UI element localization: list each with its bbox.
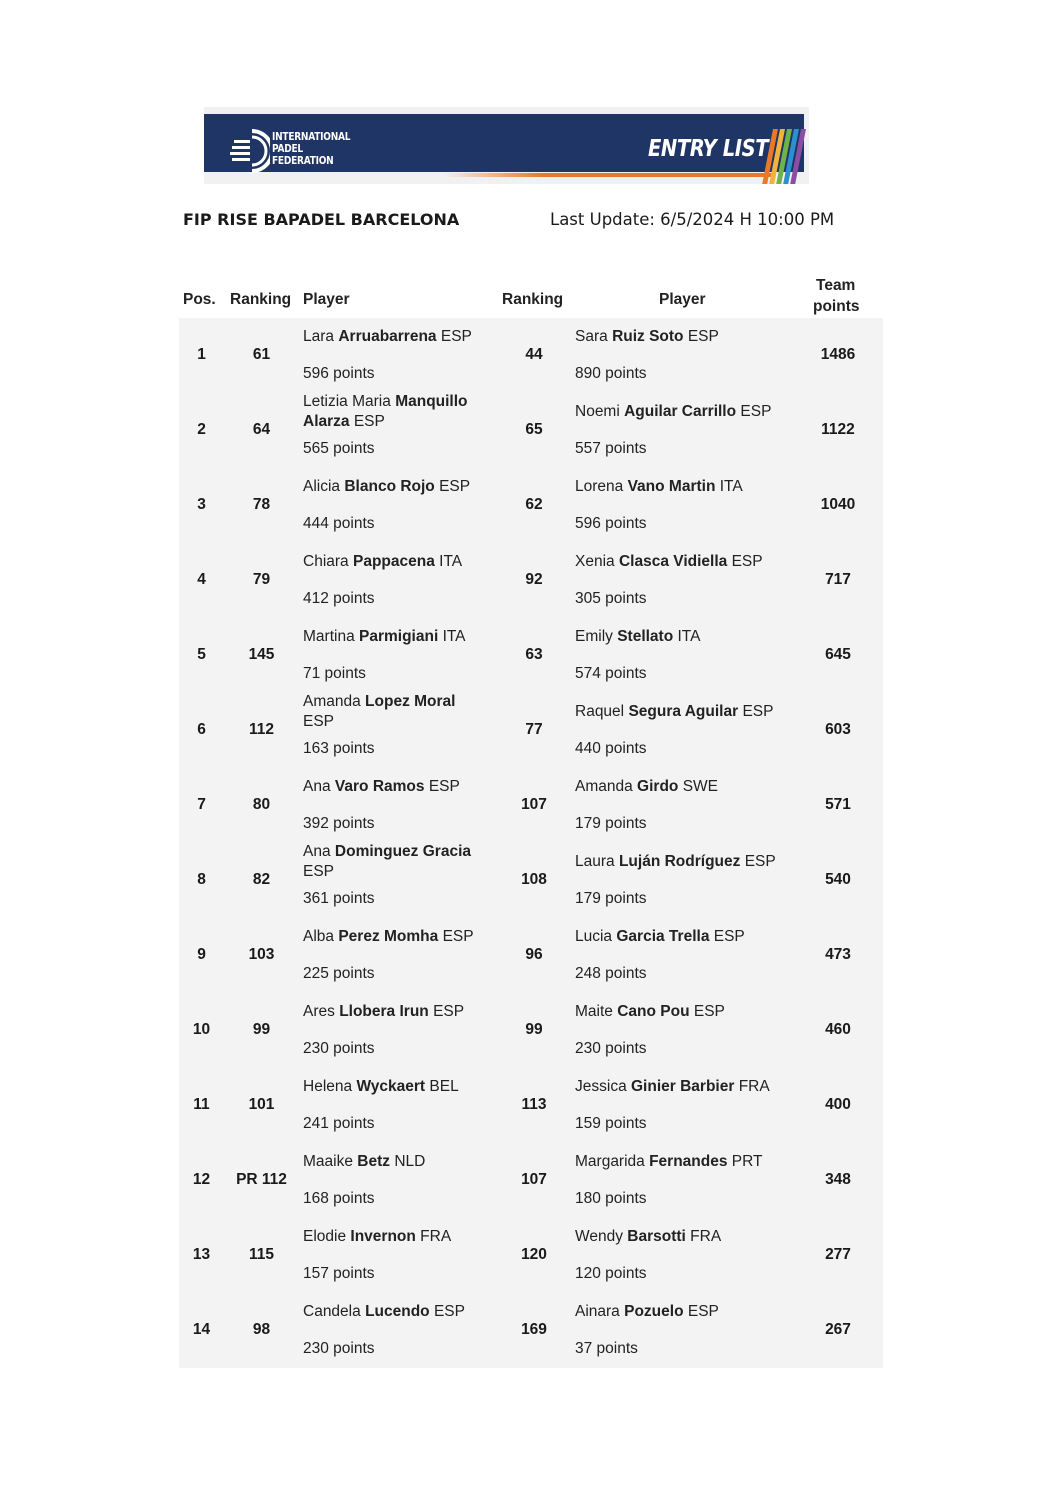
ranking-player-2: 77 <box>525 721 543 738</box>
player-1-first-name: Ana <box>303 843 331 860</box>
player-1-name <box>303 1227 488 1247</box>
player-2-name <box>575 927 795 947</box>
player-1-last-name: Invernon <box>350 1228 416 1245</box>
player-2-points: 179 points <box>575 815 647 832</box>
position: 11 <box>193 1096 210 1113</box>
federation-name-line2: PADEL <box>272 142 303 155</box>
ranking-player-1: 112 <box>248 721 274 738</box>
ranking-player-2: 108 <box>521 871 547 888</box>
table-row <box>179 918 883 993</box>
fip-logo-icon <box>230 128 270 174</box>
ranking-player-2: 62 <box>525 496 543 513</box>
player-1-first-name: Ares <box>303 1003 335 1020</box>
col-player-2: Player <box>659 291 706 308</box>
player-1-last-name: Pappacena <box>352 553 435 570</box>
player-1-name <box>303 627 488 647</box>
player-1-country: ITA <box>439 553 463 570</box>
player-1-first-name: Alicia <box>303 478 341 495</box>
player-2-first-name: Lorena <box>575 478 624 495</box>
table-row <box>179 393 883 468</box>
player-1-country: ESP <box>353 413 385 430</box>
player-2-last-name: Aguilar Carrillo <box>624 403 737 420</box>
player-1-points: 412 points <box>303 590 375 607</box>
position: 4 <box>197 571 206 588</box>
team-points: 1040 <box>820 496 856 513</box>
player-1-country: ITA <box>442 628 466 645</box>
table-row <box>179 1293 883 1368</box>
player-2-first-name: Laura <box>575 853 615 870</box>
ranking-player-2: 63 <box>525 646 543 663</box>
position: 13 <box>192 1246 211 1263</box>
player-1-last-name: Perez Momha <box>338 928 439 945</box>
player-2-country: ESP <box>713 928 745 945</box>
player-1-first-name: Lara <box>303 328 335 345</box>
player-2-name <box>575 552 795 572</box>
player-2-country: ESP <box>687 328 719 345</box>
player-2-name <box>575 1302 795 1322</box>
position: 3 <box>197 496 206 513</box>
table-row <box>179 1143 883 1218</box>
ranking-player-1: 145 <box>248 646 275 663</box>
player-2-first-name: Amanda <box>575 778 633 795</box>
ranking-player-2: 99 <box>525 1021 543 1038</box>
team-points: 277 <box>825 1246 851 1263</box>
player-1-points: 361 points <box>303 890 375 907</box>
player-2-name <box>575 852 795 872</box>
player-2-country: ESP <box>731 553 763 570</box>
player-1-last-name: Arruabarrena <box>338 328 437 345</box>
position: 12 <box>192 1171 211 1188</box>
player-2-last-name: Luján Rodríguez <box>618 853 741 870</box>
col-player-1: Player <box>303 291 350 308</box>
player-2-points: 37 points <box>575 1340 638 1357</box>
player-2-first-name: Jessica <box>575 1078 627 1095</box>
player-2-last-name: Girdo <box>637 778 679 795</box>
player-1-name <box>303 1302 488 1322</box>
player-1-name <box>303 1152 488 1172</box>
entry-list-title: ENTRY LIST <box>648 136 769 162</box>
federation-name-line3: FEDERATION <box>272 154 334 167</box>
player-1-last-name: Manquillo Alarza <box>303 393 468 430</box>
ranking-player-2: 169 <box>521 1321 547 1338</box>
player-1-name <box>303 1077 488 1097</box>
player-1-name <box>303 477 488 497</box>
team-points: 603 <box>825 721 851 738</box>
player-2-first-name: Emily <box>575 628 613 645</box>
position: 14 <box>192 1321 211 1338</box>
player-2-first-name: Raquel <box>575 703 625 720</box>
position: 6 <box>197 721 206 738</box>
player-2-last-name: Clasca Vidiella <box>618 553 728 570</box>
player-1-country: ESP <box>442 928 474 945</box>
player-2-last-name: Segura Aguilar <box>628 703 739 720</box>
table-row <box>179 1218 883 1293</box>
player-2-first-name: Margarida <box>575 1153 645 1170</box>
player-1-name <box>303 392 488 432</box>
player-2-last-name: Ginier Barbier <box>631 1078 735 1095</box>
player-2-name <box>575 777 795 797</box>
team-points: 1122 <box>821 421 855 438</box>
player-2-first-name: Noemi <box>575 403 620 420</box>
player-2-country: ITA <box>719 478 743 495</box>
player-1-points: 225 points <box>303 965 375 982</box>
player-1-points: 392 points <box>303 815 375 832</box>
col-ranking-2: Ranking <box>502 291 564 308</box>
player-1-last-name: Parmigiani <box>359 628 439 645</box>
player-1-last-name: Blanco Rojo <box>344 478 435 495</box>
player-1-first-name: Elodie <box>303 1228 347 1245</box>
team-points: 571 <box>825 796 851 813</box>
ranking-player-1: 80 <box>252 796 271 813</box>
player-1-points: 71 points <box>303 665 366 682</box>
orange-swoosh <box>444 173 774 177</box>
tournament-title: FIP RISE BAPADEL BARCELONA <box>183 210 460 229</box>
player-2-points: 574 points <box>575 665 647 682</box>
player-2-name <box>575 327 795 347</box>
player-1-last-name: Wyckaert <box>356 1078 426 1095</box>
table-row <box>179 993 883 1068</box>
player-1-last-name: Lopez Moral <box>365 693 456 710</box>
banner-background <box>204 114 804 172</box>
player-1-first-name: Chiara <box>303 553 349 570</box>
player-1-country: ESP <box>433 1303 465 1320</box>
player-2-points: 230 points <box>575 1040 647 1057</box>
player-2-country: ESP <box>693 1003 725 1020</box>
player-1-first-name: Helena <box>303 1078 353 1095</box>
ranking-player-1: 61 <box>252 346 271 363</box>
player-2-points: 159 points <box>575 1115 647 1132</box>
player-2-name <box>575 1077 795 1097</box>
position: 8 <box>197 871 206 888</box>
team-points: 1486 <box>820 346 856 363</box>
player-2-last-name: Garcia Trella <box>616 928 710 945</box>
federation-name <box>272 131 350 167</box>
table-row <box>179 543 883 618</box>
player-2-name <box>575 1227 795 1247</box>
player-2-last-name: Stellato <box>617 628 674 645</box>
player-2-points: 557 points <box>575 440 647 457</box>
federation-name-line1: INTERNATIONAL <box>272 130 351 143</box>
ranking-player-1: 79 <box>252 571 271 588</box>
ranking-player-2: 120 <box>521 1246 547 1263</box>
player-1-points: 157 points <box>303 1265 375 1282</box>
entry-table <box>179 272 883 1357</box>
position: 5 <box>197 646 206 663</box>
team-points: 348 <box>825 1171 851 1188</box>
player-1-points: 565 points <box>303 440 375 457</box>
ranking-player-1: 82 <box>252 871 271 888</box>
ranking-player-2: 65 <box>525 421 543 438</box>
player-1-country: ESP <box>303 713 335 730</box>
player-2-first-name: Sara <box>575 328 608 345</box>
col-team-points-line2: points <box>813 298 860 315</box>
player-1-last-name: Varo Ramos <box>334 778 425 795</box>
player-1-country: ESP <box>428 778 460 795</box>
player-1-country: ESP <box>303 863 335 880</box>
player-1-name <box>303 692 488 732</box>
position: 1 <box>197 346 206 363</box>
player-1-points: 241 points <box>303 1115 375 1132</box>
ranking-player-1: 99 <box>252 1021 271 1038</box>
player-2-country: SWE <box>682 778 719 795</box>
player-2-points: 248 points <box>575 965 647 982</box>
ranking-player-1: PR 112 <box>236 1171 287 1188</box>
player-2-points: 179 points <box>575 890 647 907</box>
player-2-first-name: Xenia <box>575 553 615 570</box>
player-1-name <box>303 777 488 797</box>
ranking-player-1: 103 <box>248 946 275 963</box>
player-2-last-name: Vano Martin <box>627 478 716 495</box>
table-row <box>179 693 883 768</box>
player-1-country: FRA <box>420 1228 452 1245</box>
player-2-last-name: Barsotti <box>627 1228 686 1245</box>
player-1-last-name: Betz <box>357 1153 391 1170</box>
table-row <box>179 468 883 543</box>
ranking-player-2: 44 <box>525 346 543 363</box>
position: 7 <box>197 796 206 813</box>
player-1-last-name: Llobera Irun <box>339 1003 429 1020</box>
player-2-name <box>575 402 795 422</box>
col-team-points-line1: Team <box>816 277 856 294</box>
player-1-name <box>303 1002 488 1022</box>
player-1-last-name: Dominguez Gracia <box>334 843 471 860</box>
player-1-points: 596 points <box>303 365 375 382</box>
player-2-country: ESP <box>744 853 776 870</box>
table-row <box>179 768 883 843</box>
ranking-player-1: 115 <box>248 1246 274 1263</box>
player-2-country: FRA <box>738 1078 770 1095</box>
ranking-player-2: 96 <box>525 946 543 963</box>
player-1-points: 444 points <box>303 515 375 532</box>
player-2-country: ESP <box>740 403 772 420</box>
player-1-first-name: Martina <box>303 628 355 645</box>
table-row <box>179 318 883 393</box>
table-row <box>179 1068 883 1143</box>
table-body <box>179 318 883 1368</box>
player-2-country: ESP <box>687 1303 719 1320</box>
position: 9 <box>197 946 206 963</box>
ranking-player-1: 64 <box>252 421 271 438</box>
player-2-last-name: Ruiz Soto <box>612 328 684 345</box>
player-2-first-name: Lucia <box>575 928 613 945</box>
player-2-name <box>575 1152 795 1172</box>
player-2-points: 180 points <box>575 1190 647 1207</box>
player-2-points: 305 points <box>575 590 647 607</box>
team-points: 267 <box>825 1321 851 1338</box>
player-2-country: ITA <box>677 628 701 645</box>
position: 2 <box>197 421 206 438</box>
player-2-last-name: Fernandes <box>649 1153 728 1170</box>
last-update: Last Update: 6/5/2024 H 10:00 PM <box>550 210 835 229</box>
player-2-name <box>575 702 795 722</box>
team-points: 473 <box>825 946 851 963</box>
player-1-country: ESP <box>433 1003 465 1020</box>
player-1-first-name: Ana <box>303 778 331 795</box>
player-2-first-name: Ainara <box>575 1303 620 1320</box>
ranking-player-1: 98 <box>252 1321 271 1338</box>
team-points: 540 <box>825 871 851 888</box>
player-2-points: 596 points <box>575 515 647 532</box>
player-1-points: 163 points <box>303 740 375 757</box>
ranking-player-2: 107 <box>521 796 547 813</box>
table-row <box>179 843 883 918</box>
team-points: 717 <box>825 571 851 588</box>
player-2-first-name: Maite <box>575 1003 613 1020</box>
player-1-name <box>303 842 488 882</box>
player-2-last-name: Cano Pou <box>617 1003 690 1020</box>
position: 10 <box>192 1021 211 1038</box>
player-1-name <box>303 927 488 947</box>
player-2-name <box>575 627 795 647</box>
player-2-points: 890 points <box>575 365 647 382</box>
player-2-last-name: Pozuelo <box>624 1303 684 1320</box>
table-row <box>179 618 883 693</box>
player-1-points: 168 points <box>303 1190 375 1207</box>
ranking-player-2: 107 <box>521 1171 547 1188</box>
player-1-points: 230 points <box>303 1040 375 1057</box>
player-2-country: ESP <box>742 703 774 720</box>
player-1-first-name: Amanda <box>303 693 361 710</box>
entry-list-banner <box>204 107 809 184</box>
ranking-player-2: 113 <box>521 1096 547 1113</box>
player-1-first-name: Alba <box>303 928 335 945</box>
team-points: 400 <box>825 1096 851 1113</box>
player-2-name <box>575 1002 795 1022</box>
player-1-country: ESP <box>439 478 471 495</box>
team-points: 645 <box>825 646 851 663</box>
player-1-country: NLD <box>394 1153 426 1170</box>
player-1-first-name: Letizia Maria <box>303 393 391 410</box>
table-header <box>179 272 883 318</box>
ranking-player-1: 78 <box>252 496 271 513</box>
player-1-first-name: Maaike <box>303 1153 353 1170</box>
player-1-country: ESP <box>440 328 472 345</box>
player-2-country: FRA <box>690 1228 722 1245</box>
player-2-points: 120 points <box>575 1265 647 1282</box>
player-1-last-name: Lucendo <box>365 1303 430 1320</box>
color-stripes-icon <box>759 129 809 184</box>
team-points: 460 <box>825 1021 851 1038</box>
player-1-name <box>303 327 488 347</box>
ranking-player-2: 92 <box>525 571 543 588</box>
player-1-points: 230 points <box>303 1340 375 1357</box>
player-1-name <box>303 552 488 572</box>
player-2-points: 440 points <box>575 740 647 757</box>
player-1-first-name: Candela <box>303 1303 361 1320</box>
player-1-country: BEL <box>429 1078 459 1095</box>
ranking-player-1: 101 <box>248 1096 275 1113</box>
col-ranking-1: Ranking <box>230 291 292 308</box>
col-pos: Pos. <box>183 291 216 308</box>
player-2-first-name: Wendy <box>575 1228 623 1245</box>
player-2-name <box>575 477 795 497</box>
player-2-country: PRT <box>731 1153 763 1170</box>
